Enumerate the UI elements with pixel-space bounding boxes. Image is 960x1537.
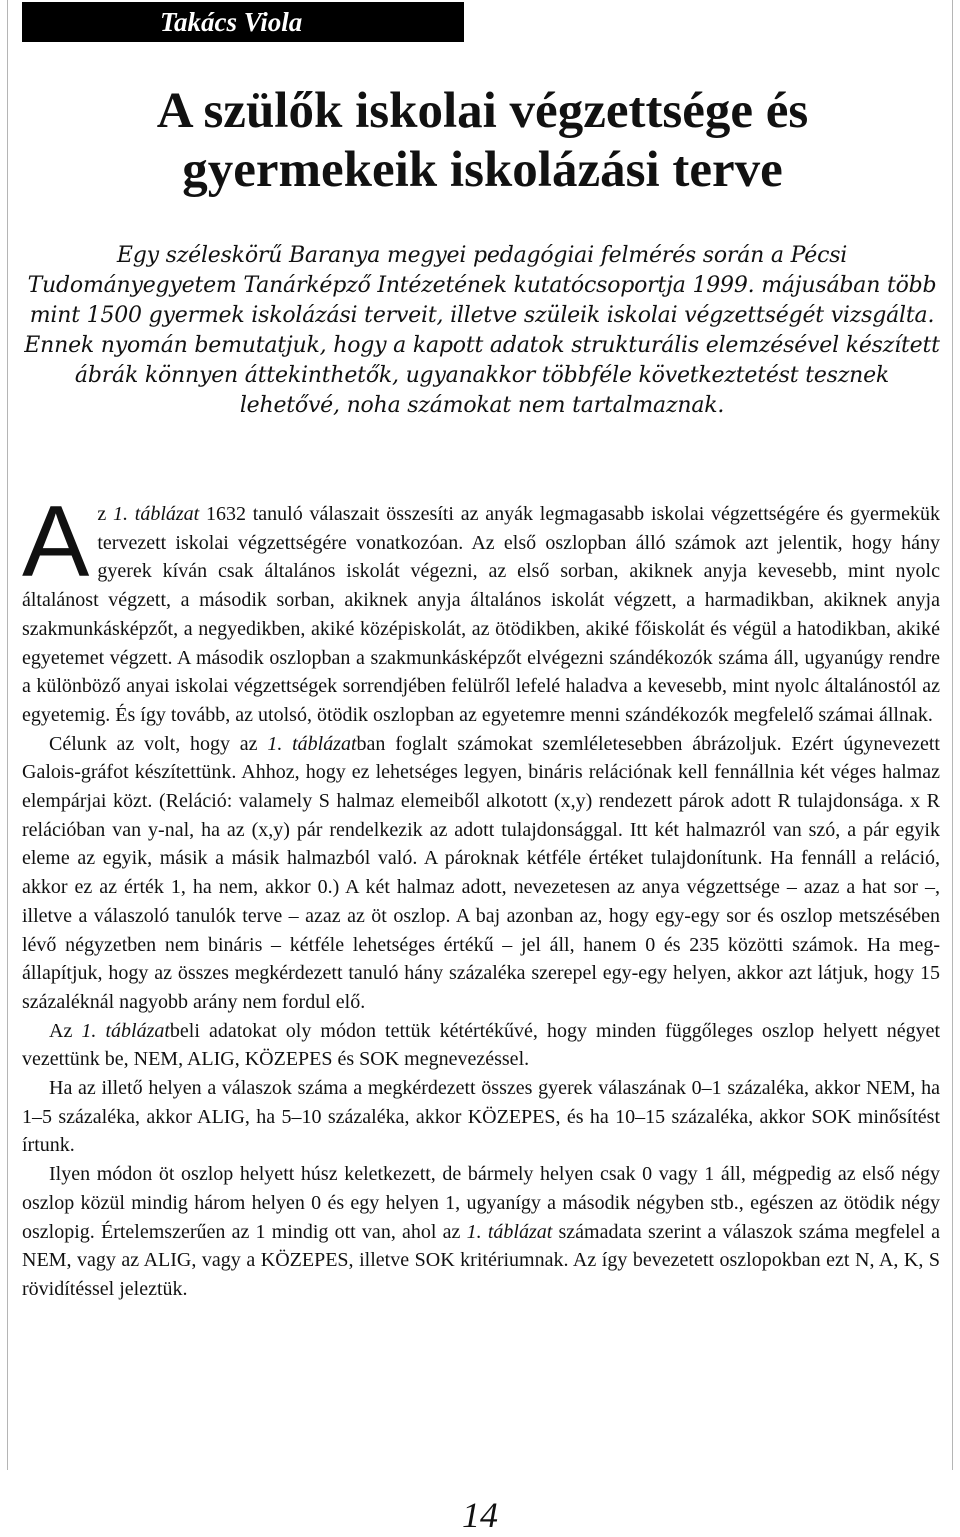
p5-text-b: számadata szerint a válaszok száma megfelel a NEM, vagy az ALIG, vagy a KÖZEPES, illetve SOK kritériumnak. Az így bevezetett oszlopokban ezt N, A, K, S rövidítéssel jeleztük. (22, 1220, 941, 1300)
author-name: Takács Viola (160, 7, 303, 37)
paragraph-4: Ha az illető helyen a válaszok száma a megkérdezett összes gyerek válaszának 0–1 százaléka, akkor NEM, ha 1–5 százaléka, akkor ALIG, ha 5–10 százaléka, akkor KÖZEPES, és ha 10–15 százaléka, akkor SOK minősítést írtunk. (22, 1077, 940, 1157)
paragraph-2 (22, 730, 940, 1017)
p5-text-a: Ilyen módon öt oszlop helyett húsz keletkezett, de bármely helyen csak 0 vagy 1 áll, mégpedig az első négy oszlop közül mindig három helyen 0 és egy helyen 1, ugyanígy a második négyben stb., egészen az ötödik négy oszlopig. Értelemszerűen az 1 mindig ott van, ahol az (22, 1163, 940, 1243)
table-reference: 1. táblázat (113, 503, 200, 525)
paragraph-3 (22, 1017, 940, 1074)
paragraph-5 (22, 1160, 940, 1304)
table-reference: 1. táblázat (466, 1220, 553, 1243)
title-line-2: gyermekeik iskolázási terve (182, 142, 783, 198)
drop-cap: A (22, 486, 90, 598)
left-margin-rule (7, 0, 8, 1470)
abstract: Egy széleskörű Baranya megyei pedagógiai felmérés során a Pécsi Tudományegyetem Tanárképző Intézetének kutatócsoportja 1999. májusában több mint 1500 gyermek iskolázási terveit, illetve szüleik iskolai végzettségét vizsgálta. Ennek nyomán bemutatjuk, hogy a kapott adatok strukturális elemzésével készített ábrák könnyen áttekinthetők, ugyanakkor többféle következtetést tesznek lehetővé, noha számokat nem tartalmaznak. (24, 243, 940, 418)
author-header (22, 2, 464, 42)
page-number: 14 (462, 1495, 498, 1535)
p2-text-b: ban foglalt számokat szemléletesebben ábrázoljuk. Ezért úgynevezett Galois-gráfot készítettünk. Ahhoz, hogy ez lehetséges legyen, bináris relációnak kell fennállnia két véges halmaz elempárjai közt. (Reláció: valamely S halmaz elemeiből alkotott (x,y) rendezett párok adott R tulajdonsága. x R relációban van y-nal, ha az (x,y) pár rendelkezik az adott tulajdonsággal. Itt két halmazról van szó, a pár egyik eleme az egyik, másik a másik halmazból való. A pároknak kétféle értéket tulajdonítunk. Ha fennáll a reláció, akkor ez az érték 1, ha nem, akkor 0.) A két halmaz adott, nevezetesen az anya végzettsége – azaz a hat sor –, illetve a válaszoló tanulók terve – azaz az öt oszlop. A baj azonban az, hogy egy-egy sor és oszlop metszésében lévő négyzetben nem bináris – kétféle lehetséges értékű – jel áll, hanem 0 és 235 közötti számok. Ha megállapítjuk, hogy az összes megkérdezett tanuló hány százaléka szerepel egy-egy helyen, akkor azt látjuk, hogy 15 százaléknál nagyobb arány nem fordul elő. (22, 732, 940, 1013)
p3-text-a: Az (49, 1019, 82, 1042)
p3-text-b: beli adatokat oly módon tettük kétértékűvé, hogy minden függőleges oszlop helyett négyet vezettünk be, NEM, ALIG, KÖZEPES és SOK megnevezéssel. (22, 1019, 941, 1071)
title-line-1: A szülők iskolai végzettsége és (156, 83, 809, 139)
article-body (22, 486, 941, 1304)
article-title (20, 82, 945, 200)
right-margin-rule (952, 0, 953, 1470)
table-reference: 1. táblázat (81, 1019, 170, 1042)
p1-text-b: 1632 tanuló válaszait összesíti az anyák legmagasabb iskolai végzettségére és gyermekük tervezett iskolai végzettségére vonatkozóan. Az első oszlopban álló számok azt jelentik, hogy hány gyerek kíván csak általános iskolát végezni, az első sorban, akiknek anyja kevesebb, mint nyolc általánost végzett, a második sorban, akiknek anyja általános iskolát végzett, a harmadikban, akiknek anyja szakmunkásképzőt, a negyedikben, akiké középiskolát, az ötödikben, akiké főiskolát és végül a hatodikban, akiké egyetemet végzett. A második oszlopban a szakmunkásképzőt elvégezni szándékozók száma áll, ugyanúgy rendre a különböző anyai iskolai végzettségek sorrendjében felülről lefelé haladva a kevesebb, mint nyolc általánostól az egyetemig. És így tovább, az utolsó, ötödik oszlopban az egyetemre menni szándékozók megfelelő számai állnak. (22, 503, 940, 726)
p2-text-a: Célunk az volt, hogy az (49, 732, 268, 755)
table-reference: 1. táblázat (267, 732, 357, 755)
paragraph-1 (22, 486, 940, 730)
p1-text-a: z (97, 503, 114, 525)
